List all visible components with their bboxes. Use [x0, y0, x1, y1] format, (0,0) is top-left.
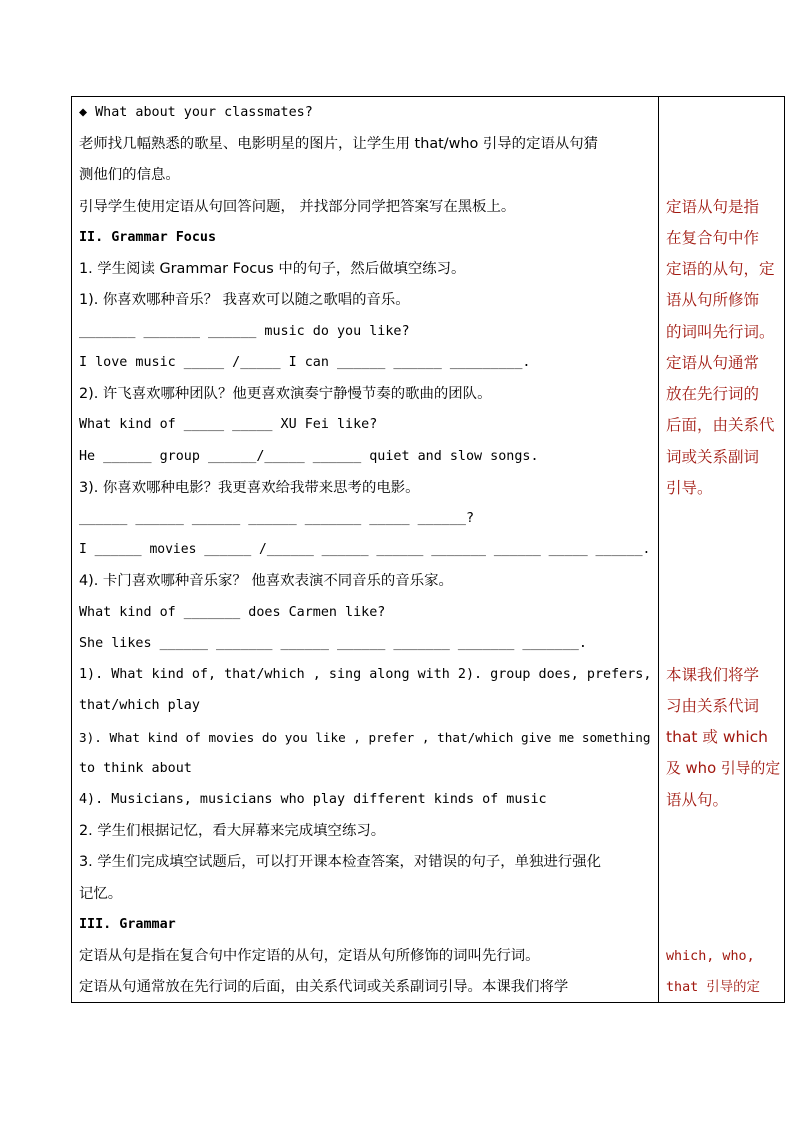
section-heading-grammar-focus: II. Grammar Focus [79, 230, 217, 245]
text-line: 3). 你喜欢哪种电影？我更喜欢给我带来思考的电影。 [79, 480, 420, 496]
text-line: 记忆。 [79, 886, 123, 902]
lesson-plan-table [71, 96, 785, 1003]
text-line: 4). 卡门喜欢哪种音乐家？ 他喜欢表演不同音乐的音乐家。 [79, 573, 453, 589]
note-line: which, who, [666, 949, 755, 964]
text-line: 引导学生使用定语从句回答问题， 并找部分同学把答案写在黑板上。 [79, 199, 516, 215]
note-line: 词或关系副词 [666, 448, 760, 466]
section-heading-grammar: III. Grammar [79, 917, 176, 932]
text-line: 1. 学生阅读 Grammar Focus 中的句子，然后做填空练习。 [79, 261, 466, 277]
content-column [72, 97, 659, 1003]
text-line: 2. 学生们根据记忆，看大屏幕来完成填空练习。 [79, 823, 386, 839]
blank-exercise-line: _______ _______ ______ music do you like? [79, 324, 410, 339]
answer-line: 1). What kind of, that/which , sing along with 2). group does, prefers, [79, 667, 652, 682]
blank-exercise-line: ______ ______ ______ ______ _______ _____ ______? [79, 511, 475, 526]
blank-exercise-line: What kind of _____ _____ XU Fei like? [79, 417, 378, 432]
note-line: 及 who 引导的定 [666, 760, 781, 777]
blank-exercise-line: He ______ group ______/_____ ______ quiet and slow songs. [79, 449, 539, 464]
table-row [72, 97, 785, 1003]
text-line: 3. 学生们完成填空试题后，可以打开课本检查答案，对错误的句子，单独进行强化 [79, 854, 601, 870]
note-line: 语从句所修饰 [666, 291, 760, 309]
blank-exercise-line: What kind of _______ does Carmen like? [79, 605, 386, 620]
note-line: 的词叫先行词。 [666, 323, 775, 341]
note-line: 引导。 [666, 479, 713, 497]
text-line: 定语从句通常放在先行词的后面，由关系代词或关系副词引导。本课我们将学 [79, 979, 569, 995]
section-bullet-line: ◆ What about your classmates? [79, 105, 313, 120]
answer-line: to think about [79, 761, 192, 776]
text-line: 定语从句是指在复合句中作定语的从句，定语从句所修饰的词叫先行词。 [79, 948, 540, 964]
note-line: that 引导的定 [666, 980, 760, 995]
note-line: 在复合句中作 [666, 229, 760, 247]
blank-exercise-line: I ______ movies ______ /______ ______ ______ _______ ______ _____ ______. [79, 542, 651, 557]
notes-body [659, 97, 784, 1002]
text-line: 老师找几幅熟悉的歌星、电影明星的图片，让学生用 that/who 引导的定语从句猜 [79, 136, 599, 152]
notes-column [659, 97, 785, 1003]
note-line: 习由关系代词 [666, 697, 760, 715]
text-line: 测他们的信息。 [79, 167, 180, 183]
blank-exercise-line: She likes ______ _______ ______ ______ _______ _______ _______. [79, 636, 587, 651]
note-line: 定语的从句，定 [666, 260, 775, 278]
note-line: that 或 which [666, 728, 768, 746]
note-line: 后面，由关系代 [666, 416, 775, 434]
note-line: 放在先行词的 [666, 385, 760, 403]
note-line: 定语从句是指 [666, 198, 760, 216]
text-line: 2). 许飞喜欢哪种团队？他更喜欢演奏宁静慢节奏的歌曲的团队。 [79, 386, 492, 402]
note-line: 语从句。 [666, 791, 729, 809]
answer-line: 3). What kind of movies do you like , prefer , that/which give me something [79, 730, 651, 745]
content-body [72, 97, 658, 1002]
note-line: 本课我们将学 [666, 666, 760, 684]
answer-line: 4). Musicians, musicians who play different kinds of music [79, 792, 547, 807]
text-line: 1). 你喜欢哪种音乐？ 我喜欢可以随之歌唱的音乐。 [79, 292, 410, 308]
answer-line: that/which play [79, 698, 200, 713]
note-line: 定语从句通常 [666, 354, 760, 372]
blank-exercise-line: I love music _____ /_____ I can ______ ______ _________. [79, 355, 531, 370]
